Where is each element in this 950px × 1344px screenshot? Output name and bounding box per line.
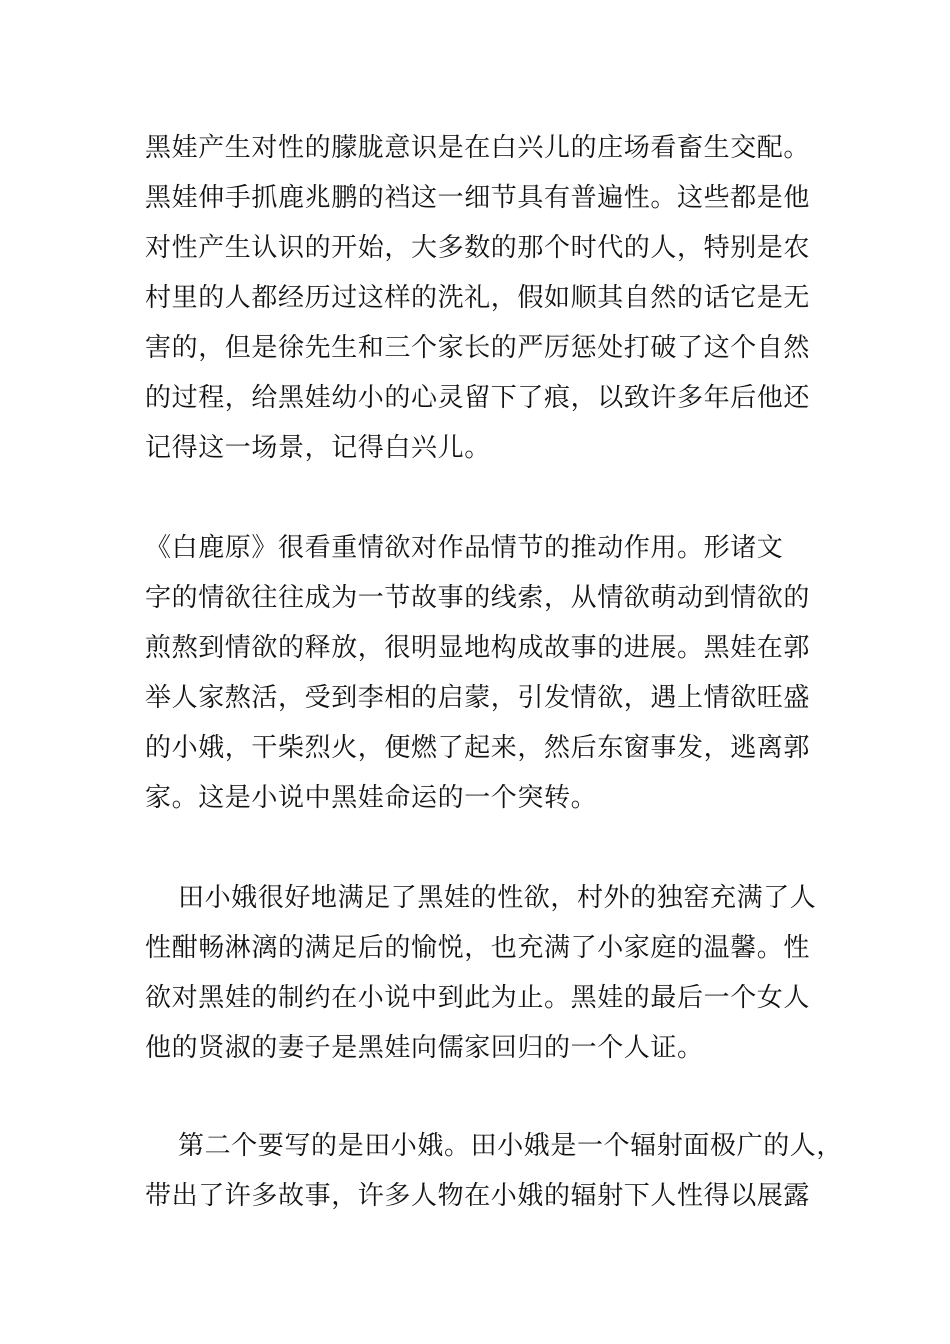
p1-line-7: 记得这一场景，记得白兴儿。 [145,433,491,463]
p4-line-1: 第二个要写的是田小娥。田小娥是一个辐射面极广的人， [178,1131,844,1161]
p1-line-6: 的过程，给黑娃幼小的心灵留下了痕，以致许多年后他还 [145,383,811,413]
p3-line-1: 田小娥很好地满足了黑娃的性欲，村外的独窑充满了人 [178,883,817,913]
p2-line-1: 《白鹿原》很看重情欲对作品情节的推动作用。形诸文 [145,533,784,563]
p3-line-3: 欲对黑娃的制约在小说中到此为止。黑娃的最后一个女人 [145,983,811,1013]
p3-line-4: 他的贤淑的妻子是黑娃向儒家回归的一个人证。 [145,1033,704,1063]
p1-line-5: 害的，但是徐先生和三个家长的严厉惩处打破了这个自然 [145,333,811,363]
p1-line-4: 村里的人都经历过这样的洗礼，假如顺其自然的话它是无 [145,283,811,313]
p3-line-2: 性酣畅淋漓的满足后的愉悦，也充满了小家庭的温馨。性 [145,933,811,963]
p2-line-6: 家。这是小说中黑娃命运的一个突转。 [145,783,598,813]
p2-line-3: 煎熬到情欲的释放，很明显地构成故事的进展。黑娃在郭 [145,633,811,663]
p2-line-2: 字的情欲往往成为一节故事的线索，从情欲萌动到情欲的 [145,583,811,613]
p2-line-4: 举人家熬活，受到李相的启蒙，引发情欲，遇上情欲旺盛 [145,683,811,713]
p1-line-2: 黑娃伸手抓鹿兆鹏的裆这一细节具有普遍性。这些都是他 [145,183,811,213]
p1-line-3: 对性产生认识的开始，大多数的那个时代的人，特别是农 [145,233,811,263]
p1-line-1: 黑娃产生对性的朦胧意识是在白兴儿的庄场看畜生交配。 [145,133,811,163]
p2-line-5: 的小娥，干柴烈火，便燃了起来，然后东窗事发，逃离郭 [145,733,811,763]
p4-line-2: 带出了许多故事，许多人物在小娥的辐射下人性得以展露 [145,1181,811,1211]
